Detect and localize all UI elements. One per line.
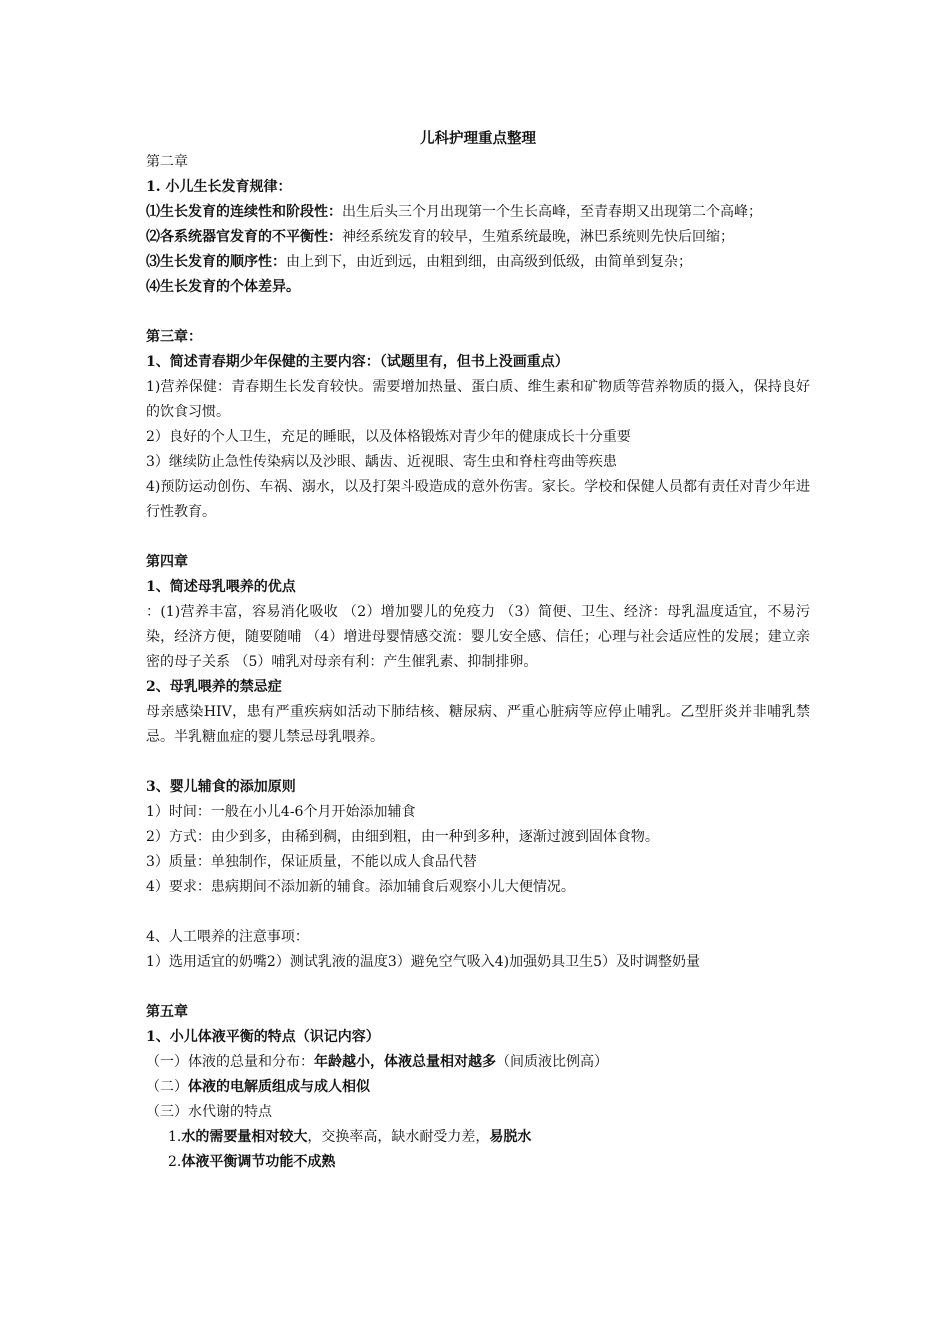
ch4-answer-2: 母亲感染HIV，患有严重疾病如活动下肺结核、糖尿病、严重心脏病等应停止哺乳。乙型肝炎并非哺乳禁忌。半乳糖血症的婴儿禁忌母乳喂养。 [146,704,810,745]
ch2-point-2-text: 神经系统发育的较早，生殖系统最晚，淋巴系统则先快后回缩； [342,229,734,245]
document-title: 儿科护理重点整理 [420,130,536,147]
ch4-question-1: 1、简述母乳喂养的优点 [146,579,296,595]
ch2-point-1-label: ⑴生长发育的连续性和阶段性： [146,204,342,220]
ch5-water-point-1 [146,1125,810,1150]
ch5-section-3: （三）水代谢的特点 [146,1104,272,1120]
ch5-water-point-1-emphasis: 水的需要量相对较大 [181,1129,308,1145]
ch5-question-1: 1、小儿体液平衡的特点（识记内容） [146,1029,380,1045]
ch4-answer-3-item-3: 3）质量：单独制作，保证质量，不能以成人食品代替 [146,854,477,870]
chapter-5-heading: 第五章 [146,1004,188,1020]
ch5-water-point-2 [146,1150,810,1175]
chapter-3-heading: 第三章： [146,329,202,345]
ch2-point-3-text: 由上到下，由近到远，由粗到细，由高级到低级，由简单到复杂； [286,254,692,270]
ch5-section-2-label: （二） [146,1079,188,1095]
ch5-section-1 [146,1050,810,1075]
ch2-point-3 [146,250,810,275]
ch5-section-1-note: （间质液比例高） [496,1054,608,1070]
ch4-answer-3-item-4: 4）要求：患病期间不添加新的辅食。添加辅食后观察小儿大便情况。 [146,879,575,895]
ch2-question-1: 1. 小儿生长发育规律： [146,179,292,195]
ch2-point-1-text: 出生后头三个月出现第一个生长高峰，至青春期又出现第二个高峰； [342,204,762,220]
ch5-water-point-1-num: 1. [168,1129,182,1145]
ch3-item-3: 3）继续防止急性传染病以及沙眼、龋齿、近视眼、寄生虫和脊柱弯曲等疾患 [146,454,617,470]
ch2-point-2 [146,225,810,250]
ch5-section-2 [146,1075,810,1100]
chapter-4-heading: 第四章 [146,554,188,570]
ch3-item-2: 2）良好的个人卫生，充足的睡眠，以及体格锻炼对青少年的健康成长十分重要 [146,429,631,445]
ch5-water-point-1-text: ，交换率高，缺水耐受力差， [307,1129,490,1145]
ch5-section-1-emphasis: 年龄越小，体液总量相对越多 [314,1054,496,1070]
ch3-question-1: 1、简述青春期少年保健的主要内容：（试题里有，但书上没画重点） [146,354,569,370]
ch2-point-4: ⑷生长发育的个体差异。 [146,279,300,295]
ch2-point-3-label: ⑶生长发育的顺序性： [146,254,286,270]
ch4-question-2: 2、母乳喂养的禁忌症 [146,679,282,695]
ch5-section-2-emphasis: 体液的电解质组成与成人相似 [188,1079,370,1095]
document-page [146,128,810,1175]
ch4-answer-1: ：(1)营养丰富，容易消化吸收 （2）增加婴儿的免疫力 （3）简便、卫生、经济：母乳温度适宜，不易污染，经济方便，随要随哺 （4）增进母婴情感交流：婴儿安全感、信任；心理与社会适应性的发展；建立亲密的母子关系 （5）哺乳对母亲有利：产生催乳素、抑制排卵。 [146,604,810,670]
ch3-item-1: 1)营养保健：青春期生长发育较快。需要增加热量、蛋白质、维生素和矿物质等营养物质的摄入，保持良好的饮食习惯。 [146,379,810,420]
ch3-item-4: 4)预防运动创伤、车祸、溺水，以及打架斗殴造成的意外伤害。家长。学校和保健人员都有责任对青少年进行性教育。 [146,479,810,520]
ch2-point-1 [146,200,810,225]
ch4-answer-4: 1）选用适宜的奶嘴2）测试乳液的温度3）避免空气吸入4)加强奶具卫生5）及时调整奶量 [146,954,700,970]
ch5-water-point-2-emphasis: 体液平衡调节功能不成熟 [181,1154,336,1170]
ch4-question-4: 4、人工喂养的注意事项： [146,929,309,945]
ch4-answer-3-item-2: 2）方式：由少到多，由稀到稠，由细到粗，由一种到多种，逐渐过渡到固体食物。 [146,829,659,845]
ch5-section-1-label: （一）体液的总量和分布： [146,1054,314,1070]
ch5-water-point-1-end: 易脱水 [489,1129,532,1145]
chapter-2-heading: 第二章 [146,154,188,170]
ch4-question-3: 3、婴儿辅食的添加原则 [146,779,296,795]
ch5-water-point-2-num: 2. [168,1154,182,1170]
ch4-answer-3-item-1: 1）时间：一般在小儿4-6个月开始添加辅食 [146,804,416,820]
ch2-point-2-label: ⑵各系统器官发育的不平衡性： [146,229,342,245]
